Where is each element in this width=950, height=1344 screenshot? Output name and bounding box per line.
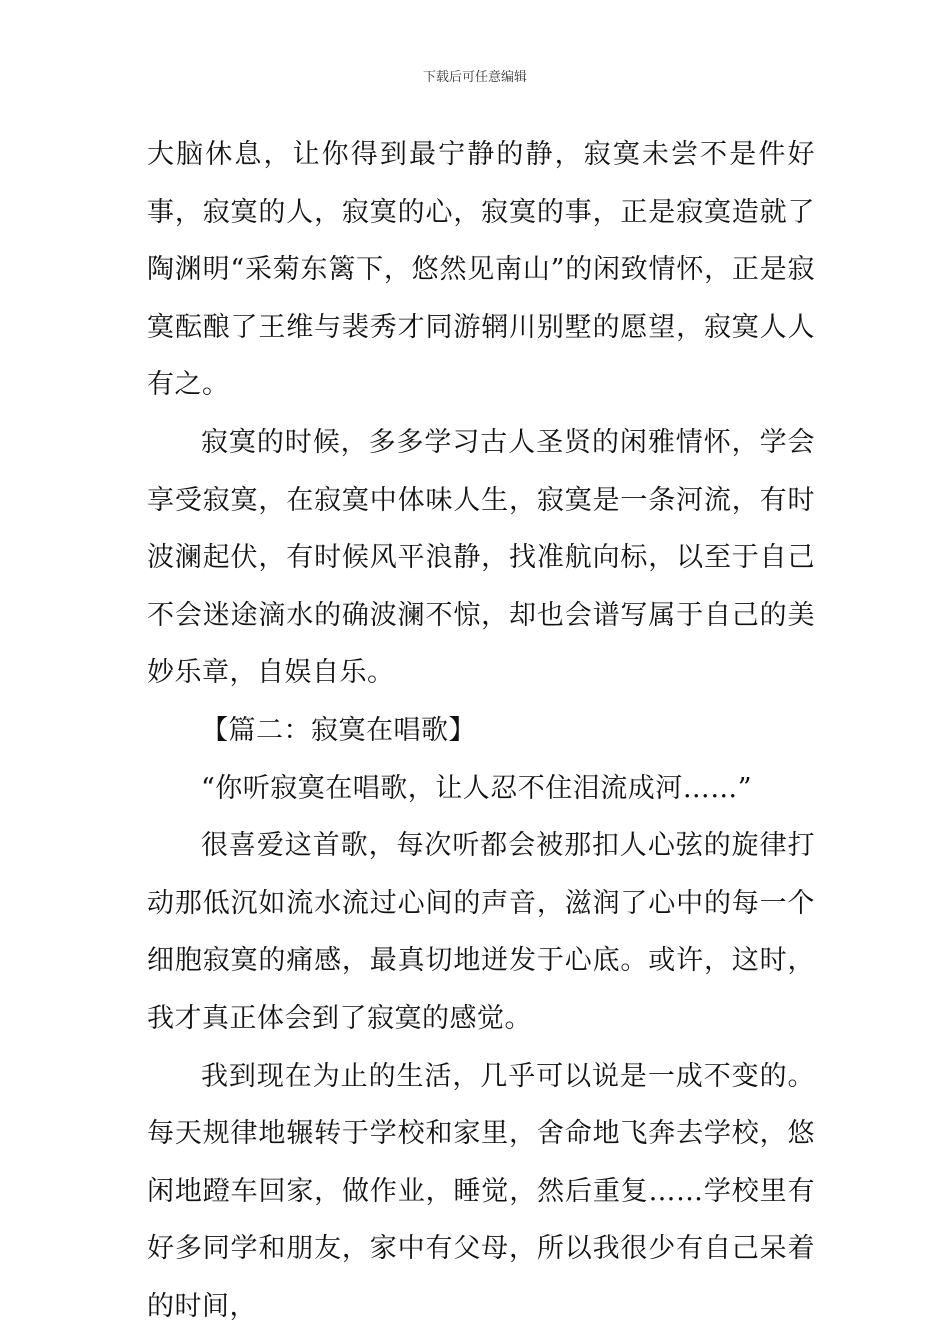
document-body bbox=[147, 126, 815, 1335]
quote-line: “你听寂寞在唱歌，让人忍不住泪流成河……” bbox=[201, 772, 753, 804]
paragraph: 很喜爱这首歌，每次听都会被那扣人心弦的旋律打动那低沉如流水流过心间的声音，滋润了心中的每一个细胞寂寞的痛感，最真切地迸发于心底。或许，这时，我才真正体会到了寂寞的感觉。 bbox=[147, 830, 815, 1034]
page-header: 下载后可任意编辑 bbox=[422, 70, 527, 85]
paragraph: 我到现在为止的生活，几乎可以说是一成不变的。每天规律地辗转于学校和家里，舍命地飞奔去学校，悠闲地蹬车回家，做作业，睡觉，然后重复……学校里有好多同学和朋友，家中有父母，所以我很少有自己呆着的时间， bbox=[147, 1060, 815, 1322]
section-title: 【篇二：寂寞在唱歌】 bbox=[201, 714, 476, 746]
paragraph: 寂寞的时候，多多学习古人圣贤的闲雅情怀，学会享受寂寞，在寂寞中体味人生，寂寞是一条河流，有时波澜起伏，有时候风平浪静，找准航向标，以至于自己不会迷途滴水的确波澜不惊，却也会谱写属于自己的美妙乐章，自娱自乐。 bbox=[147, 426, 815, 689]
paragraph-continuation: 大脑休息，让你得到最宁静的静，寂寞未尝不是件好事，寂寞的人，寂寞的心，寂寞的事，正是寂寞造就了陶渊明“采菊东篱下，悠然见南山”的闲致情怀，正是寂寞酝酿了王维与裴秀才同游辋川别墅的愿望，寂寞人人有之。 bbox=[147, 139, 815, 401]
